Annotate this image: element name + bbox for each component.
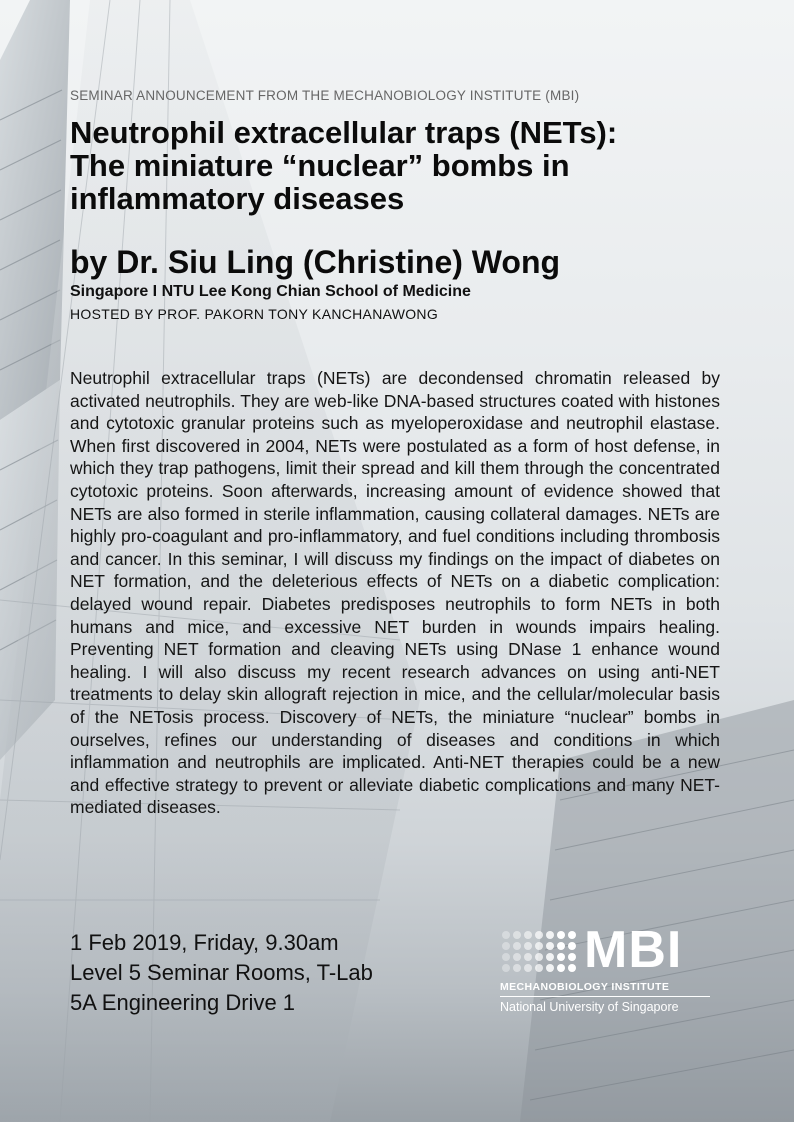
seminar-kicker: SEMINAR ANNOUNCEMENT FROM THE MECHANOBIOLOGY INSTITUTE (MBI) bbox=[70, 88, 580, 103]
seminar-title bbox=[70, 116, 760, 215]
event-datetime: 1 Feb 2019, Friday, 9.30am bbox=[70, 930, 339, 955]
logo-divider bbox=[500, 996, 710, 997]
speaker-affiliation: Singapore I NTU Lee Kong Chian School of Medicine bbox=[70, 283, 471, 300]
dot-grid-icon bbox=[500, 929, 578, 979]
title-line-2: The miniature “nuclear” bombs in bbox=[70, 148, 570, 183]
abstract-text: Neutrophil extracellular traps (NETs) are decondensed chromatin released by activated neutrophils. They are web-like DNA-based structures coated with histones and cytotoxic granular proteins such as myeloperoxidase and neutrophil elastase. When first discovered in 2004, NETs were postulated as a form of host defense, in which they trap pathogens, limit their spread and kill them through the concentrated cytotoxic proteins. Soon afterwards, increasing amount of evidence showed that NETs are also formed in sterile inflammation, causing collateral damages. NETs are highly pro-coagulant and pro-inflammatory, and fuel conditions including thrombosis and cancer. In this seminar, I will discuss my findings on the impact of diabetes on NET formation, and the deleterious effects of NETs on a diabetic complication: delayed wound repair. Diabetes predisposes neutrophils to form NETs in both humans and mice, and excessive NET burden in wounds impairs healing. Preventing NET formation and cleaving NETs using DNase 1 enhance wound healing. I will also discuss my recent research advances on using anti-NET treatments to delay skin allograft rejection in mice, and the cellular/molecular basis of the NETosis process. Discovery of NETs, the miniature “nuclear” bombs in ourselves, refines our understanding of diseases and conditions in which inflammation and neutrophils are implicated. Anti-NET therapies could be a new and effective strategy to prevent or alleviate diabetic complications and many NET-mediated diseases. bbox=[70, 368, 720, 818]
event-venue: Level 5 Seminar Rooms, T-Lab bbox=[70, 960, 373, 985]
title-line-3: inflammatory diseases bbox=[70, 181, 405, 216]
host-line: HOSTED BY PROF. PAKORN TONY KANCHANAWONG bbox=[70, 306, 439, 322]
mbi-subtitle: MECHANOBIOLOGY INSTITUTE bbox=[500, 981, 670, 993]
title-line-1: Neutrophil extracellular traps (NETs): bbox=[70, 115, 618, 150]
mbi-logo bbox=[500, 922, 712, 1017]
speaker-name: by Dr. Siu Ling (Christine) Wong bbox=[70, 244, 561, 280]
university-name: National University of Singapore bbox=[500, 1000, 679, 1014]
mbi-wordmark: MBI bbox=[584, 921, 683, 979]
event-address: 5A Engineering Drive 1 bbox=[70, 990, 296, 1015]
